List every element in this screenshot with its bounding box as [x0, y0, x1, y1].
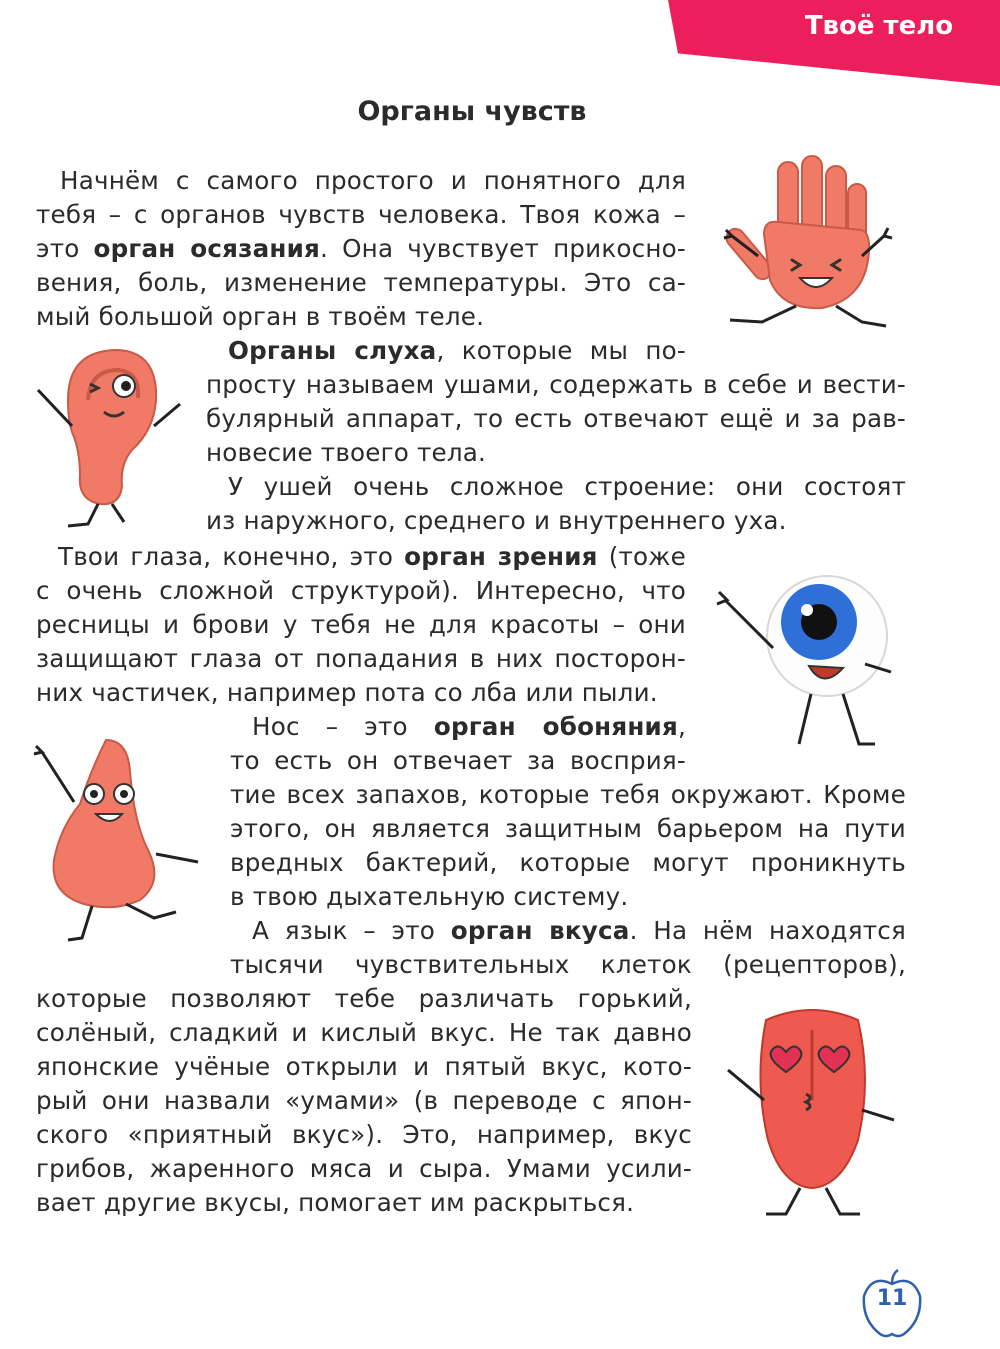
- text-line: грибов, жаренного мяса и сыра. Умами усили-: [36, 1154, 692, 1183]
- text-line: булярный аппарат, то есть отвечают ещё и за рав-: [206, 404, 906, 433]
- text-line: А язык – это орган вкуса. На нём находятся: [252, 916, 906, 945]
- hand-character: [712, 150, 902, 335]
- term-taste: орган вкуса: [450, 916, 630, 945]
- text-line: это орган осязания. Она чувствует прикосно-: [36, 234, 686, 263]
- text-line: У ушей очень сложное строение: они состоят: [228, 472, 906, 501]
- text-line: вает другие вкусы, помогает им раскрыться.: [36, 1188, 635, 1217]
- text-line: просту называем ушами, содержать в себе и вести-: [206, 370, 906, 399]
- text-line: вения, боль, изменение температуры. Это са-: [36, 268, 686, 297]
- text-line: Твои глаза, конечно, это орган зрения (тоже: [58, 542, 686, 571]
- ear-character: [28, 340, 188, 530]
- text-line: новесие твоего тела.: [206, 438, 487, 467]
- paragraph-hearing: [206, 334, 906, 538]
- text-line: защищают глаза от попадания в них посторон-: [36, 644, 686, 673]
- term-touch: орган осязания: [93, 234, 321, 263]
- text-line: них частичек, например пота со лба или пыли.: [36, 678, 658, 707]
- text-line: этого, он является защитным барьером на пути: [230, 814, 906, 843]
- page-number: 11: [876, 1286, 908, 1311]
- text-line: в твою дыхательную систему.: [230, 882, 629, 911]
- text-line: Органы слуха, которые мы по-: [228, 336, 686, 365]
- term-smell: орган обоняния: [433, 712, 678, 741]
- tongue-character: [722, 1000, 900, 1220]
- text-line: то есть он отвечает за восприя-: [230, 746, 686, 775]
- text-line: тебя – с органов чувств человека. Твоя кожа –: [36, 200, 686, 229]
- nose-character: [30, 732, 200, 947]
- text-line: с очень сложной структурой). Интересно, что: [36, 576, 686, 605]
- text-line: из наружного, среднего и внутреннего уха.: [206, 506, 787, 535]
- text-line: Начнём с самого простого и понятного для: [60, 166, 686, 195]
- eye-character: [715, 572, 905, 752]
- text-line: мый большой орган в твоём теле.: [36, 302, 485, 331]
- text-line: Нос – это орган обоняния,: [252, 712, 686, 741]
- text-line: которые позволяют тебе различать горький,: [36, 984, 692, 1013]
- text-line: ского «приятный вкус»). Это, например, вкус: [36, 1120, 692, 1149]
- page-title: Органы чувств: [357, 96, 587, 127]
- term-vision: орган зрения: [404, 542, 598, 571]
- text-line: рый они назвали «умами» (в переводе с япон-: [36, 1086, 692, 1115]
- text-line: японские учёные открыли и пятый вкус, кото-: [36, 1052, 692, 1081]
- text-line: тысячи чувствительных клеток (рецепторов),: [230, 950, 906, 979]
- text-line: вредных бактерий, которые могут проникнуть: [230, 848, 906, 877]
- text-line: ресницы и брови у тебя не для красоты – они: [36, 610, 686, 639]
- paragraph-vision: [36, 540, 686, 710]
- text-line: солёный, сладкий и кислый вкус. Не так давно: [36, 1018, 692, 1047]
- paragraph-touch: [36, 164, 686, 334]
- section-label: Твоё тело: [804, 11, 954, 41]
- text-line: тие всех запахов, которые тебя окружают. Кроме: [230, 780, 906, 809]
- term-hearing: Органы слуха: [228, 336, 437, 365]
